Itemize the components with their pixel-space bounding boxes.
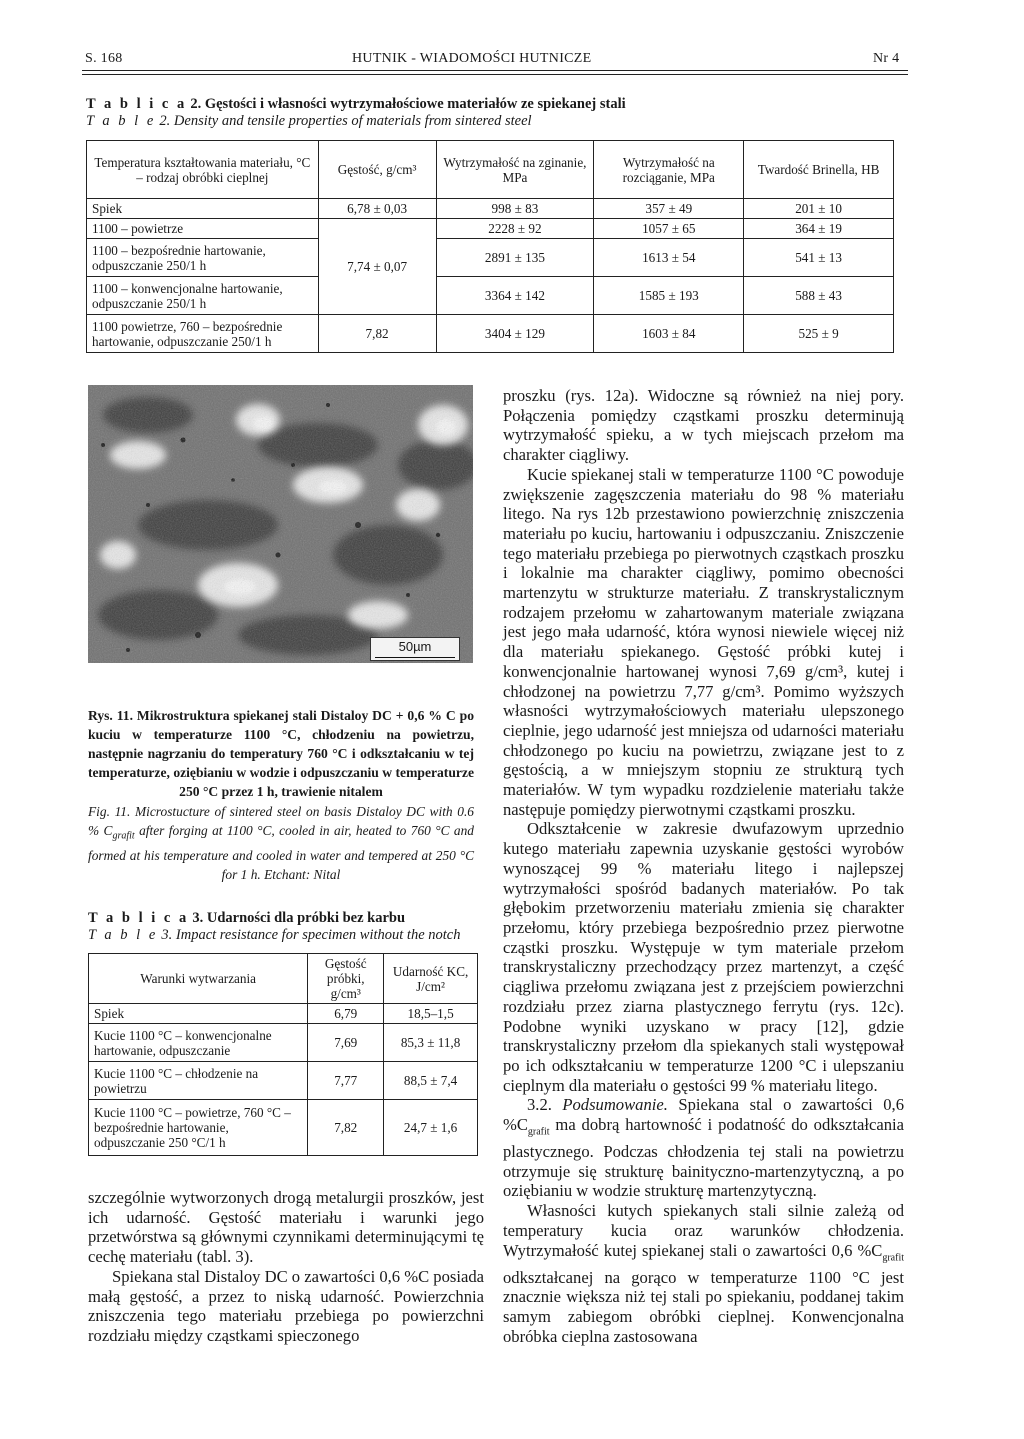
table2-header-cell: Wytrzymałość na rozciąganie, MPa <box>594 141 744 199</box>
table-cell: Kucie 1100 °C – chłodzenie na powietrzu <box>89 1062 308 1100</box>
body-text-part: ma dobrą hartowność i podatność do odkształcania plastycznego. Podczas chłodzenia tej stali na powietrzu otrzymuje się strukturę bainityczno-martenzytyczną, a po oziębianiu w wodzie strukturę martenzytyczną. <box>503 1115 904 1201</box>
page-number: S. 168 <box>85 51 123 66</box>
table3-header-cell: Gęstość próbki, g/cm³ <box>308 954 384 1004</box>
table-cell: 3404 ± 129 <box>436 315 594 353</box>
right-column-text <box>503 386 904 1346</box>
table2 <box>86 140 894 353</box>
table-cell: 525 ± 9 <box>744 315 894 353</box>
table-cell: 1100 – bezpośrednie hartowanie, odpuszczanie 250/1 h <box>87 239 319 277</box>
table-cell: 6,78 ± 0,03 <box>318 199 436 219</box>
table3-caption <box>88 910 478 944</box>
table-row <box>87 277 894 315</box>
table-cell: 3364 ± 142 <box>436 277 594 315</box>
table-cell: 24,7 ± 1,6 <box>384 1100 478 1156</box>
table-cell: 588 ± 43 <box>744 277 894 315</box>
table-cell: 7,82 <box>318 315 436 353</box>
micrograph-image <box>88 385 473 663</box>
table2-label-en: T a b l e <box>86 113 156 129</box>
table3-header-row <box>89 954 478 1004</box>
table-cell: 1613 ± 54 <box>594 239 744 277</box>
section-title: Podsumowanie. <box>562 1095 668 1115</box>
journal-title: HUTNIK - WIADOMOŚCI HUTNICZE <box>352 51 592 66</box>
table-cell: 7,69 <box>308 1024 384 1062</box>
body-paragraph: proszku (rys. 12a). Widoczne są również na niej pory. Połączenia pomiędzy cząstkami proszku determinują wytrzymałość spieku, a w tych miejscach przełom ma charakter ciągliwy. <box>503 386 904 465</box>
table-cell: 7,82 <box>308 1100 384 1156</box>
table-cell: 1603 ± 84 <box>594 315 744 353</box>
table-cell: Kucie 1100 °C – konwencjonalne hartowanie, odpuszczanie <box>89 1024 308 1062</box>
section-summary-paragraph <box>503 1095 904 1201</box>
table2-header-cell: Gęstość, g/cm³ <box>318 141 436 199</box>
table-cell: 998 ± 83 <box>436 199 594 219</box>
table-cell: 364 ± 19 <box>744 219 894 239</box>
table-row <box>87 219 894 239</box>
scale-bar-label: 50µm <box>398 639 432 654</box>
table3-label-pl: T a b l i c a <box>88 910 189 926</box>
table-cell: 2891 ± 135 <box>436 239 594 277</box>
table-cell: 1100 powietrze, 760 – bezpośrednie hartowanie, odpuszczanie 250/1 h <box>87 315 319 353</box>
body-text-part: odkształcanej na gorąco w temperaturze 1100 °C jest znacznie większa niż tej stali po spiekaniu, poddanej takim samym zabiegom obróbki cieplnej. Konwencjonalna obróbka cieplna zastosowana <box>503 1267 904 1346</box>
table-row <box>89 1062 478 1100</box>
table3-caption-pl: 3. Udarności dla próbki bez karbu <box>188 910 406 926</box>
table3-caption-en: 3. Impact resistance for specimen without the notch <box>157 927 461 943</box>
table2-caption-pl: 2. Gęstości i własności wytrzymałościowe materiałów ze spiekanej stali <box>186 96 626 112</box>
subscript: grafit <box>527 1126 550 1138</box>
table2-header-cell: Temperatura kształtowania materiału, °C – rodzaj obróbki cieplnej <box>87 141 319 199</box>
subscript: grafit <box>882 1251 904 1263</box>
table2-caption <box>86 96 906 130</box>
figure11-caption-en-subscript: grafit <box>112 830 135 842</box>
figure11-caption-en <box>88 802 474 884</box>
table-row <box>87 199 894 219</box>
table-cell: 7,74 ± 0,07 <box>318 219 436 315</box>
header-rule <box>82 70 908 71</box>
table-cell: 6,79 <box>308 1004 384 1024</box>
table-cell: 85,3 ± 11,8 <box>384 1024 478 1062</box>
body-paragraph: Spiekana stal Distaloy DC o zawartości 0,6 %C posiada małą gęstość, a przez to niską udarność. Powierzchnia zniszczenia tego materiału przebiega po powierzchni rozdziału między cząstkami spieczonego <box>88 1266 484 1345</box>
table2-caption-en: 2. Density and tensile properties of materials from sintered steel <box>155 113 532 129</box>
table-row <box>89 1004 478 1024</box>
table-cell: 7,77 <box>308 1062 384 1100</box>
body-text-part: Spiekana stal o zawartości 0,6 %C <box>503 1095 904 1135</box>
table3 <box>88 953 478 1156</box>
issue-number: Nr 4 <box>873 51 900 66</box>
table3-header-cell: Warunki wytwarzania <box>89 954 308 1004</box>
body-paragraph: Kucie spiekanej stali w temperaturze 1100 °C powoduje zwiększenie zagęszczenia materiału do 98 % materiału litego. Na rys 12b przestawiono powierzchnię zniszczenia materiału po kuciu, hartowaniu i odpuszczaniu. Zniszczenie tego materiału przebiega po pierwotnych cząstkach proszku i lokalnie ma charakter ciągliwy, pomimo obecności martenzytu w strukturze materiału. Z transkrystalicznym rodzajem przełomu w zahartowanym materiale związana jest jego mała udarność, która wynosi niewiele więcej niż dla materiału spiekanego. Gęstość próbki kutej i konwencjonalnie hartowanej wynosi 7,69 g/cm³, kutej i chłodzonej na powietrzu 7,77 g/cm³. Pomimo wyższych własności wytrzymałościowych materiału ulepszonego cieplnie, jego udarność jest mniejsza od udarności materiału chłodzonego po kuciu na powietrzu, związane jest to z gęstością, a w mniejszym stopniu ze strukturą tych materiałów. W tym wypadku rozdzielenie materiału także następuje pomiędzy pierwotnymi cząstkami proszku. <box>503 464 904 819</box>
table-cell: 1100 – powietrze <box>87 219 319 239</box>
table-cell: 2228 ± 92 <box>436 219 594 239</box>
table-cell: Spiek <box>89 1004 308 1024</box>
table-cell: Kucie 1100 °C – powietrze, 760 °C – bezpośrednie hartowanie, odpuszczanie 250 °C/1 h <box>89 1100 308 1156</box>
table2-header-cell: Wytrzymałość na zginanie, MPa <box>436 141 594 199</box>
table2-header-row <box>87 141 894 199</box>
micrograph-texture <box>88 385 473 663</box>
table-row <box>89 1100 478 1156</box>
scale-bar <box>370 637 460 661</box>
table3-label-en: T a b l e <box>88 927 158 943</box>
table-cell: 541 ± 13 <box>744 239 894 277</box>
table-cell: 1585 ± 193 <box>594 277 744 315</box>
table-row <box>89 1024 478 1062</box>
figure11-caption-en-part: Fig. 11. Microstucture of sintered steel on basis Distaloy DC with 0.6 % C <box>88 804 474 838</box>
table3-header-cell: Udarność KC, J/cm² <box>384 954 478 1004</box>
table-row <box>87 239 894 277</box>
figure11-caption-en-part: after forging at 1100 °C, cooled in air, heated to 760 °C and formed at his temperature and cooled in water and tempered at 250 °C for 1 h. Etchant: Nital <box>88 823 475 882</box>
table-cell: Spiek <box>87 199 319 219</box>
table-cell: 1100 – konwencjonalne hartowanie, odpuszczanie 250/1 h <box>87 277 319 315</box>
table2-label-pl: T a b l i c a <box>86 96 187 112</box>
table2-header-cell: Twardość Brinella, HB <box>744 141 894 199</box>
table-cell: 1057 ± 65 <box>594 219 744 239</box>
figure11-caption-pl: Rys. 11. Mikrostruktura spiekanej stali Distaloy DC + 0,6 % C po kuciu w temperaturze 1100 °C, chłodzeniu na powietrzu, następnie nagrzaniu do temperatury 760 °C i odkształcaniu w tej temperaturze, oziębianiu w wodzie i odpuszczaniu w temperaturze 250 °C przez 1 h, trawienie nitalem <box>88 708 474 799</box>
table-cell: 88,5 ± 7,4 <box>384 1062 478 1100</box>
table-cell: 201 ± 10 <box>744 199 894 219</box>
table-row <box>87 315 894 353</box>
scale-bar-line <box>375 657 455 658</box>
table-cell: 18,5–1,5 <box>384 1004 478 1024</box>
table-cell: 357 ± 49 <box>594 199 744 219</box>
left-column-text <box>88 1188 484 1346</box>
section-number: 3.2. <box>527 1095 563 1115</box>
body-text-part: Własności kutych spiekanych stali silnie zależą od temperatury kucia oraz warunków chłodzenia. Wytrzymałość kutej spiekanej stali o zawartości 0,6 %C <box>503 1201 904 1260</box>
body-paragraph <box>503 1201 904 1346</box>
header-rule <box>82 74 908 75</box>
body-paragraph: Odkształcenie w zakresie dwufazowym uprzednio kutego materiału zapewnia uzyskanie gęstości wyrobów wynoszącej 99 % materiału litego i najlepszej wytrzymałości spośród badanych materiałów. Po tak głębokim przetworzeniu materiału zmienia się charakter przełomu, który przebiega bezpośrednio przez pierwotne cząstki proszku. Występuje w tym materiale przełom transkrystaliczny przechodzący przez martenzyt, a część ciągliwa przełomu związana jest z przejściem powierzchni rozdziału przez ziarna plastycznego ferrytu (rys. 12c). Podobne wyniki uzyskano w pracy [12], gdzie transkrystaliczny przełom dla spiekanych stali występował po ich odkształcaniu w temperaturze 1200 °C i ulepszaniu cieplnym dla materiału o gęstości 99 % materiału litego. <box>503 819 904 1095</box>
body-paragraph: szczególnie wytworzonych drogą metalurgii proszków, jest ich udarność. Gęstość materiału i warunki jego przetwórstwa są głównymi czynnikami determinującymi tę cechę materiału (tabl. 3). <box>88 1188 484 1267</box>
